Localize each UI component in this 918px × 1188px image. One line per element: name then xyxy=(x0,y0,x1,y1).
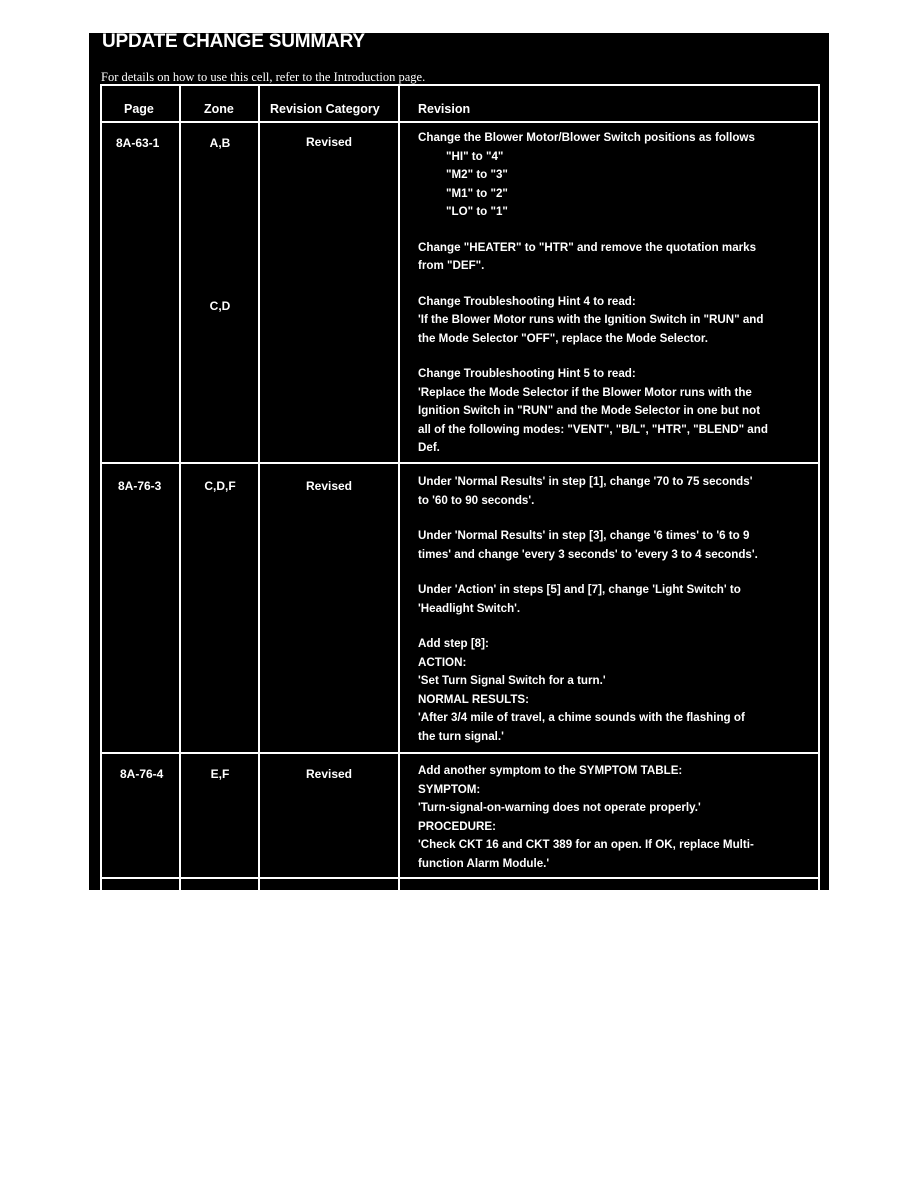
row-revision-category: Revised xyxy=(305,479,353,493)
row-revision-text xyxy=(418,762,818,873)
revision-line: Under 'Normal Results' in step [3], change '6 times' to '6 to 9 xyxy=(418,529,750,542)
revision-line: Add another symptom to the SYMPTOM TABLE: xyxy=(418,764,683,777)
revision-line: times' and change 'every 3 seconds' to 'every 3 to 4 seconds'. xyxy=(418,547,758,561)
revision-line: Under 'Normal Results' in step [1], change '70 to 75 seconds' xyxy=(418,475,753,488)
column-header-revision-category: Revision Category xyxy=(270,102,380,116)
revision-line: all of the following modes: "VENT", "B/L", "HTR", "BLEND" and xyxy=(418,422,768,436)
table-border-bottom xyxy=(100,877,820,879)
revision-line: 'After 3/4 mile of travel, a chime sounds with the flashing of xyxy=(418,711,745,724)
revision-line: Change "HEATER" to "HTR" and remove the quotation marks xyxy=(418,240,757,254)
change-summary-table xyxy=(100,84,820,914)
intro-text: For details on how to use this cell, refer to the Introduction page. xyxy=(101,70,426,84)
column-divider xyxy=(179,84,181,914)
revision-line: Under 'Action' in steps [5] and [7], change 'Light Switch' to xyxy=(418,583,741,596)
row-zone: C,D,F xyxy=(204,479,236,493)
column-divider xyxy=(398,84,400,914)
header-divider xyxy=(100,121,820,123)
page-title: UPDATE CHANGE SUMMARY xyxy=(102,31,365,52)
revision-line: 'Check CKT 16 and CKT 389 for an open. If OK, replace Multi- xyxy=(418,838,754,851)
revision-line: the turn signal.' xyxy=(418,729,504,743)
revision-line: to '60 to 90 seconds'. xyxy=(418,493,535,507)
row-revision-category: Revised xyxy=(305,135,353,149)
row-revision-category: Revised xyxy=(305,767,353,781)
revision-line: the Mode Selector "OFF", replace the Mode Selector. xyxy=(418,331,708,345)
row-zone: A,B xyxy=(209,136,231,150)
revision-line: ACTION: xyxy=(418,655,467,669)
row-revision-text xyxy=(418,473,818,746)
revision-line: NORMAL RESULTS: xyxy=(418,692,529,706)
table-border-left xyxy=(100,84,102,914)
revision-line: Def. xyxy=(418,441,440,454)
table-border-top xyxy=(100,84,820,86)
column-header-page: Page xyxy=(124,102,154,116)
revision-line: Add step [8]: xyxy=(418,637,489,650)
revision-line: Change Troubleshooting Hint 4 to read: xyxy=(418,294,636,308)
revision-line: "M2" to "3" xyxy=(446,168,508,181)
row-zone: E,F xyxy=(210,767,230,781)
document-page xyxy=(89,33,829,890)
row-divider xyxy=(100,752,820,754)
revision-line: 'Headlight Switch'. xyxy=(418,601,521,615)
revision-line: SYMPTOM: xyxy=(418,782,481,796)
revision-line: "HI" to "4" xyxy=(446,149,504,163)
row-page: 8A-76-4 xyxy=(120,767,164,781)
revision-line: Ignition Switch in "RUN" and the Mode Selector in one but not xyxy=(418,404,761,417)
row-revision-text xyxy=(418,129,818,458)
column-header-revision: Revision xyxy=(418,102,471,116)
revision-line: function Alarm Module.' xyxy=(418,856,550,870)
revision-line: 'If the Blower Motor runs with the Ignition Switch in "RUN" and xyxy=(418,313,764,326)
revision-line: from "DEF". xyxy=(418,259,485,272)
row-zone: C,D xyxy=(209,299,231,313)
column-divider xyxy=(258,84,260,914)
row-divider xyxy=(100,462,820,464)
revision-line: 'Set Turn Signal Switch for a turn.' xyxy=(418,674,606,687)
revision-line: Change the Blower Motor/Blower Switch positions as follows xyxy=(418,131,755,144)
column-header-zone: Zone xyxy=(204,102,234,116)
row-page: 8A-76-3 xyxy=(118,479,162,493)
table-border-right xyxy=(818,84,820,914)
row-page: 8A-63-1 xyxy=(116,136,160,150)
revision-line: PROCEDURE: xyxy=(418,819,496,833)
revision-line: "M1" to "2" xyxy=(446,186,508,200)
revision-line: Change Troubleshooting Hint 5 to read: xyxy=(418,367,636,380)
revision-line: 'Replace the Mode Selector if the Blower Motor runs with the xyxy=(418,385,752,399)
revision-line: 'Turn-signal-on-warning does not operate properly.' xyxy=(418,801,701,814)
revision-line: "LO" to "1" xyxy=(446,205,508,218)
